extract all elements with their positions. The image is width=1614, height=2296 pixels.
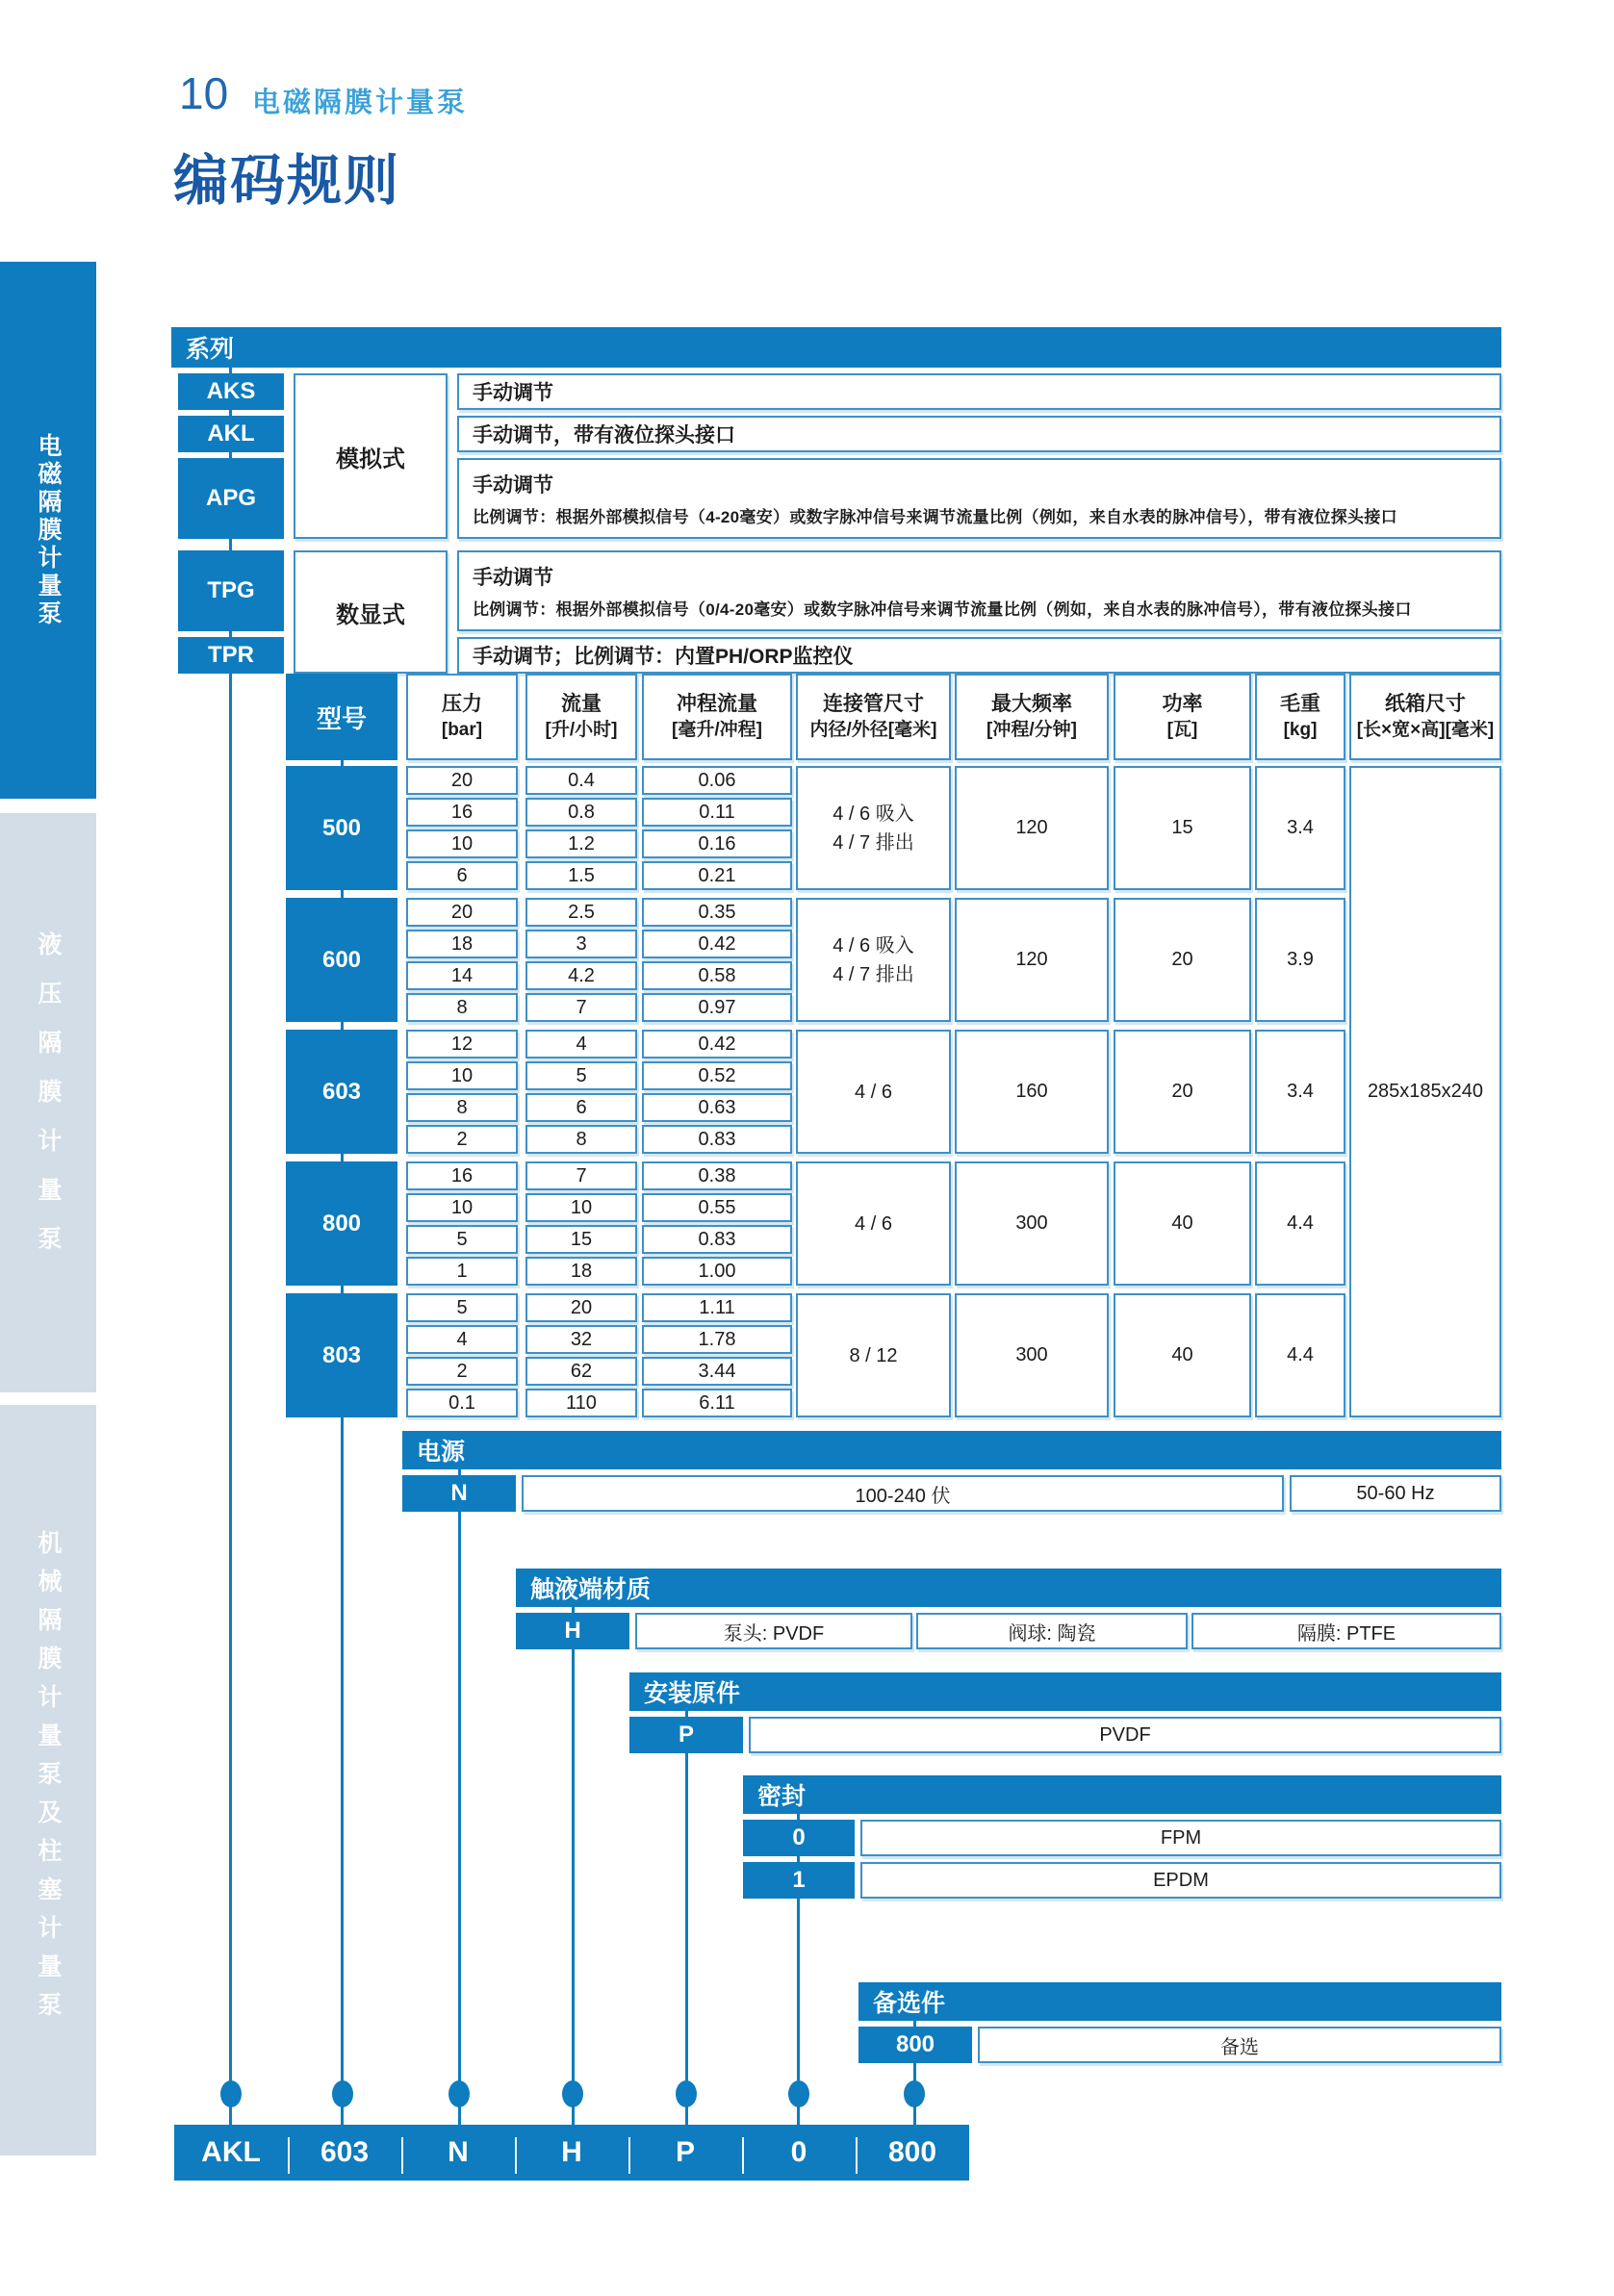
stroke-cell: 0.97: [642, 993, 792, 1022]
pressure-cell: 5: [406, 1293, 518, 1322]
wetted-pump-head-cell: 泵头: PVDF: [635, 1613, 912, 1649]
header-label: 流量: [561, 693, 602, 715]
pressure-cell: 6: [406, 861, 518, 890]
model-label-600: 600: [286, 898, 397, 1022]
stroke-cell: 0.06: [642, 766, 792, 795]
accessory-header-label: 备选件: [873, 1990, 946, 2017]
series-type-digital: 数显式: [294, 550, 448, 674]
sidebar-tab-label: 电磁隔膜计量泵: [35, 432, 62, 628]
power-voltage-cell: 100-240 伏: [522, 1475, 1284, 1512]
model-table-header-weight: [1255, 674, 1345, 760]
pressure-cell: 10: [406, 1193, 518, 1222]
flow-cell: 7: [525, 993, 637, 1022]
stroke-cell: 3.44: [642, 1357, 792, 1386]
model-table-header-connection: [796, 674, 951, 760]
connection-line: 4 / 6: [855, 1212, 892, 1235]
mounting-value-cell: PVDF: [749, 1717, 1501, 1753]
series-desc-line: 手动调节: [473, 474, 553, 497]
series-header-bar: [171, 327, 1501, 368]
connector-line: [572, 1607, 575, 1613]
connector-line: [458, 1469, 461, 1475]
mounting-header-bar: [629, 1672, 1501, 1711]
accessory-header-bar: [858, 1982, 1501, 2021]
stroke-cell: 0.52: [642, 1061, 792, 1090]
header-unit: [瓦]: [1166, 720, 1198, 741]
model-label-800: 800: [286, 1161, 397, 1286]
header-unit: [长×宽×高][毫米]: [1356, 720, 1495, 741]
sidebar-tab-label: 机械隔膜计量泵及柱塞计量泵: [35, 1530, 62, 2030]
stroke-cell: 0.55: [642, 1193, 792, 1222]
stroke-cell: 6.11: [642, 1389, 792, 1417]
model-table-header-carton: [1349, 674, 1501, 760]
flow-cell: 20: [525, 1293, 637, 1322]
connector-line: [685, 1753, 688, 2125]
stroke-cell: 0.42: [642, 930, 792, 958]
connector-line: [229, 631, 232, 637]
model-label-603: 603: [286, 1030, 397, 1154]
model-table-header-max-frequency: [955, 674, 1109, 760]
model-label-500: 500: [286, 766, 397, 890]
model-table-header-flow: [525, 674, 637, 760]
stroke-cell: 0.63: [642, 1093, 792, 1122]
flow-cell: 1.2: [525, 829, 637, 858]
flow-cell: 5: [525, 1061, 637, 1090]
connection-cell: [796, 1161, 951, 1286]
stroke-cell: 0.35: [642, 898, 792, 927]
flow-cell: 32: [525, 1325, 637, 1354]
header-label: 压力: [442, 693, 482, 715]
stroke-cell: 0.16: [642, 829, 792, 858]
connection-line: 4 / 6: [855, 1081, 892, 1103]
header-unit: [kg]: [1283, 720, 1318, 741]
connector-line: [341, 1417, 344, 2125]
flow-cell: 4.2: [525, 961, 637, 990]
flow-cell: 7: [525, 1161, 637, 1190]
weight-cell: 4.4: [1255, 1293, 1345, 1417]
pressure-cell: 20: [406, 898, 518, 927]
power-header-label: 电源: [417, 1439, 466, 1466]
flow-cell: 0.8: [525, 798, 637, 827]
page-number: 10: [179, 68, 229, 118]
pressure-cell: 16: [406, 1161, 518, 1190]
connection-line: 4 / 7 排出: [833, 963, 914, 985]
pressure-cell: 0.1: [406, 1389, 518, 1417]
sidebar-tab-mechanical[interactable]: [0, 1405, 96, 2156]
connection-cell: [796, 1030, 951, 1154]
connection-cell: [796, 1293, 951, 1417]
max-frequency-cell: 160: [955, 1030, 1109, 1154]
flow-cell: 8: [525, 1125, 637, 1154]
series-type-analog: 模拟式: [294, 373, 448, 539]
pressure-cell: 10: [406, 829, 518, 858]
series-desc-line: 比例调节：根据外部模拟信号（4-20毫安）或数字脉冲信号来调节流量比例（例如，来自水表的脉冲信号），带有液位探头接口: [473, 508, 1397, 526]
flow-cell: 10: [525, 1193, 637, 1222]
power-header-bar: [402, 1431, 1501, 1469]
power-cell: 40: [1114, 1293, 1251, 1417]
pressure-cell: 1: [406, 1257, 518, 1286]
stroke-cell: 1.11: [642, 1293, 792, 1322]
seal-code-0-cell: 0: [743, 1820, 855, 1856]
connector-line: [229, 674, 232, 2125]
series-desc-line: 手动调节: [473, 567, 553, 589]
weight-cell: 3.4: [1255, 766, 1345, 890]
series-code-tpr: TPR: [178, 637, 284, 674]
weight-cell: 4.4: [1255, 1161, 1345, 1286]
header-unit: 内径/外径[毫米]: [809, 720, 937, 741]
connection-cell: [796, 898, 951, 1022]
connector-line: [797, 1814, 800, 1820]
power-frequency-cell: 50-60 Hz: [1290, 1475, 1501, 1512]
max-frequency-cell: 300: [955, 1293, 1109, 1417]
pressure-cell: 18: [406, 930, 518, 958]
header-unit: [毫升/冲程]: [672, 720, 762, 741]
connector-line: [572, 1649, 575, 2125]
pressure-cell: 14: [406, 961, 518, 990]
flow-cell: 0.4: [525, 766, 637, 795]
mounting-header-label: 安装原件: [644, 1680, 741, 1707]
stroke-cell: 0.83: [642, 1125, 792, 1154]
header-label: 最大频率: [991, 693, 1072, 715]
wetted-header-bar: [516, 1569, 1501, 1607]
pressure-cell: 4: [406, 1325, 518, 1354]
carton-size-cell: 285x185x240: [1349, 766, 1501, 1417]
series-desc-aks: 手动调节: [457, 373, 1501, 410]
connection-line: 4 / 6 吸入: [833, 803, 914, 825]
connector-dot: [332, 2080, 353, 2107]
stroke-cell: 0.83: [642, 1225, 792, 1254]
series-code-tpg: TPG: [178, 550, 284, 631]
power-code-cell: N: [402, 1475, 516, 1512]
connector-line: [341, 1022, 344, 1030]
stroke-cell: 0.11: [642, 798, 792, 827]
connector-line: [341, 760, 344, 766]
stroke-cell: 0.21: [642, 861, 792, 890]
stroke-cell: 0.42: [642, 1030, 792, 1059]
flow-cell: 15: [525, 1225, 637, 1254]
series-desc-tpg: [457, 550, 1501, 631]
series-header-label: 系列: [186, 336, 235, 363]
connector-line: [341, 1286, 344, 1293]
seal-value-fpm-cell: FPM: [860, 1820, 1501, 1856]
flow-cell: 18: [525, 1257, 637, 1286]
sidebar-tab-label: 液压隔膜计量泵: [35, 931, 62, 1275]
model-label-803: 803: [286, 1293, 397, 1417]
connector-line: [229, 539, 232, 550]
code-segment-seal: 0: [742, 2125, 856, 2181]
stroke-cell: 0.38: [642, 1161, 792, 1190]
connector-dot: [676, 2080, 697, 2107]
series-desc-apg: [457, 458, 1501, 539]
connection-line: 4 / 7 排出: [833, 831, 914, 854]
connector-dot: [562, 2080, 583, 2107]
max-frequency-cell: 300: [955, 1161, 1109, 1286]
connector-dot: [220, 2080, 242, 2107]
stroke-cell: 0.58: [642, 961, 792, 990]
header-label: 纸箱尺寸: [1385, 693, 1466, 715]
header-unit: [升/小时]: [545, 720, 618, 741]
sidebar-tab-electromagnetic[interactable]: [0, 262, 96, 799]
code-segment-series: AKL: [201, 2136, 261, 2168]
flow-cell: 4: [525, 1030, 637, 1059]
connector-dot: [448, 2080, 470, 2107]
connector-dot: [904, 2080, 925, 2107]
seal-header-bar: [743, 1775, 1501, 1814]
code-segment-material: H: [515, 2125, 628, 2181]
header-label: 毛重: [1280, 693, 1320, 715]
code-segment-model: 603: [288, 2125, 401, 2181]
flow-cell: 2.5: [525, 898, 637, 927]
power-cell: 40: [1114, 1161, 1251, 1286]
code-segment-power: N: [401, 2125, 515, 2181]
wetted-code-cell: H: [516, 1613, 629, 1649]
connector-line: [229, 368, 232, 373]
header-label: 连接管尺寸: [823, 693, 924, 715]
power-cell: 20: [1114, 1030, 1251, 1154]
model-table-header-pressure: [406, 674, 518, 760]
connector-line: [913, 2021, 916, 2027]
pressure-cell: 12: [406, 1030, 518, 1059]
pressure-cell: 16: [406, 798, 518, 827]
flow-cell: 110: [525, 1389, 637, 1417]
flow-cell: 3: [525, 930, 637, 958]
connector-line: [797, 1856, 800, 1862]
model-table-header-stroke-flow: [642, 674, 792, 760]
product-code-bar: [174, 2125, 969, 2181]
series-desc-tpr: 手动调节；比例调节：内置PH/ORP监控仪: [457, 637, 1501, 674]
page-title: 编码规则: [173, 150, 400, 212]
mounting-code-cell: P: [629, 1717, 743, 1753]
flow-cell: 6: [525, 1093, 637, 1122]
pressure-cell: 5: [406, 1225, 518, 1254]
weight-cell: 3.4: [1255, 1030, 1345, 1154]
flow-cell: 62: [525, 1357, 637, 1386]
series-desc-akl: 手动调节，带有液位探头接口: [457, 416, 1501, 452]
connector-line: [229, 452, 232, 458]
stroke-cell: 1.78: [642, 1325, 792, 1354]
max-frequency-cell: 120: [955, 898, 1109, 1022]
pressure-cell: 2: [406, 1125, 518, 1154]
connector-line: [341, 890, 344, 898]
connector-dot: [788, 2080, 809, 2107]
connector-line: [458, 1512, 461, 2125]
code-segment-accessory: 800: [856, 2125, 969, 2181]
connection-line: 8 / 12: [849, 1344, 898, 1366]
stroke-cell: 1.00: [642, 1257, 792, 1286]
series-desc-line: 比例调节：根据外部模拟信号（0/4-20毫安）或数字脉冲信号来调节流量比例（例如，来自水表的脉冲信号），带有液位探头接口: [473, 600, 1412, 619]
wetted-valve-ball-cell: 阀球: 陶瓷: [916, 1613, 1188, 1649]
header-unit: [冲程/分钟]: [986, 720, 1077, 741]
connector-line: [685, 1711, 688, 1717]
sidebar-tab-hydraulic[interactable]: [0, 813, 96, 1392]
pressure-cell: 10: [406, 1061, 518, 1090]
max-frequency-cell: 120: [955, 766, 1109, 890]
model-table-header-power: [1114, 674, 1251, 760]
pressure-cell: 8: [406, 993, 518, 1022]
seal-code-1-cell: 1: [743, 1862, 855, 1899]
series-code-akl: AKL: [178, 416, 284, 452]
connector-line: [341, 1154, 344, 1161]
pressure-cell: 8: [406, 1093, 518, 1122]
model-table-header-model: 型号: [286, 674, 397, 760]
page-category: 电磁隔膜计量泵: [252, 88, 469, 118]
seal-value-epdm-cell: EPDM: [860, 1862, 1501, 1899]
accessory-code-cell: 800: [858, 2027, 972, 2063]
power-cell: 20: [1114, 898, 1251, 1022]
header-label: 功率: [1162, 693, 1203, 715]
header-label: 冲程流量: [677, 693, 757, 715]
pressure-cell: 20: [406, 766, 518, 795]
power-cell: 15: [1114, 766, 1251, 890]
connection-line: 4 / 6 吸入: [833, 934, 914, 957]
connector-line: [229, 410, 232, 416]
wetted-diaphragm-cell: 隔膜: PTFE: [1191, 1613, 1501, 1649]
accessory-value-cell: 备选: [978, 2027, 1501, 2063]
seal-header-label: 密封: [757, 1783, 807, 1810]
weight-cell: 3.9: [1255, 898, 1345, 1022]
wetted-header-label: 触液端材质: [530, 1576, 652, 1603]
header-unit: [bar]: [441, 720, 483, 741]
series-code-apg: APG: [178, 458, 284, 539]
connection-cell: [796, 766, 951, 890]
pressure-cell: 2: [406, 1357, 518, 1386]
flow-cell: 1.5: [525, 861, 637, 890]
code-segment-mounting: P: [628, 2125, 742, 2181]
series-code-aks: AKS: [178, 373, 284, 410]
